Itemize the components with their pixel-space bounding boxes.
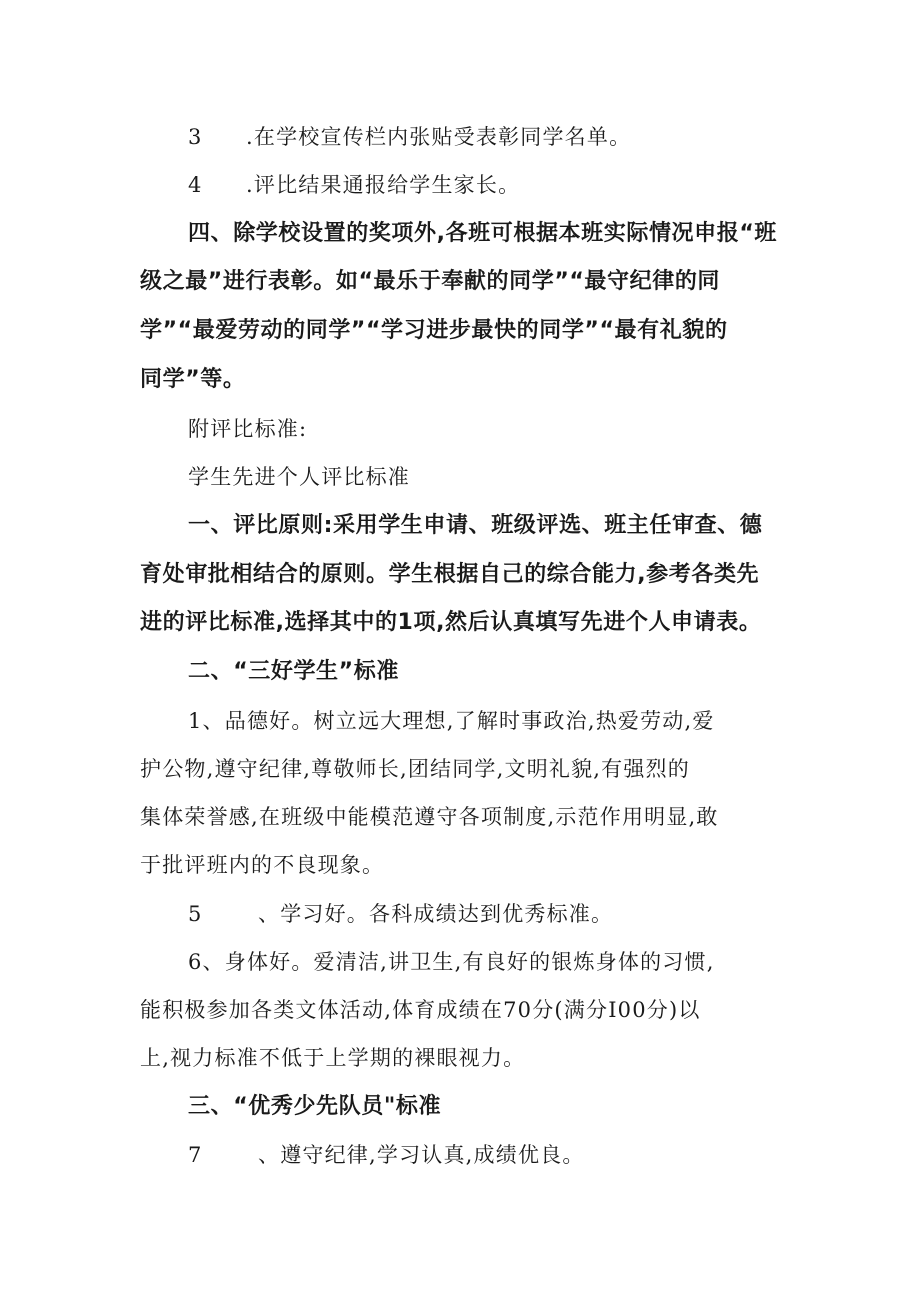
item-text: .评比结果通报给学生家长。 [246,173,521,197]
section-four-line-2: 级之最”进行表彰。如“最乐于奉献的同学”“最守纪律的同 [140,269,721,294]
appendix-label: 附评比标准: [188,417,308,441]
item-number: 3 [188,125,203,149]
section-four-line-3: 学”“最爱劳动的同学”“学习进步最快的同学”“最有礼貌的 [140,318,728,343]
health-line-2: 能积极参加各类文体活动,体育成绩在70分(满分I00分)以 [140,998,701,1022]
health-line-1: 6、身体好。爱清洁,讲卫生,有良好的银炼身体的习惯, [188,950,715,974]
morality-line-2: 护公物,遵守纪律,尊敬师长,团结同学,文明礼貌,有强烈的 [140,757,690,781]
item-5 [188,899,838,929]
heading-outstanding-pioneer: 三、“优秀少先队员"标准 [188,1094,442,1119]
standard-title: 学生先进个人评比标准 [188,465,410,489]
principle-line-3: 进的评比标准,选择其中的1项,然后认真填写先进个人申请表。 [140,610,762,635]
item-number: 7 [188,1143,203,1167]
morality-line-3: 集体荣誉感,在班级中能模范遵守各项制度,示范作用明显,敢 [140,805,719,829]
item-7 [188,1140,838,1170]
item-3 [188,122,838,152]
principle-line-2: 育处审批相结合的原则。学生根据自己的综合能力,参考各类先 [140,562,760,587]
item-number: 5 [188,902,203,926]
health-line-3: 上,视力标准不低于上学期的裸眼视力。 [140,1046,526,1070]
morality-line-4: 于批评班内的不良现象。 [140,853,385,877]
section-four-line-1: 四、除学校设置的奖项外,各班可根据本班实际情况申报“班 [188,221,778,246]
item-number: 4 [188,173,203,197]
heading-three-good-students: 二、“三好学生”标准 [188,659,399,684]
item-text: 、遵守纪律,学习认真,成绩优良。 [258,1143,585,1167]
item-text: .在学校宣传栏内张贴受表彰同学名单。 [246,125,632,149]
principle-line-1: 一、评比原则:采用学生申请、班级评选、班主任审查、德 [188,513,763,538]
item-4 [188,170,838,200]
section-four-line-4: 同学”等。 [140,367,246,392]
item-text: 、学习好。各科成绩达到优秀标准。 [258,902,614,926]
morality-line-1: 1、品德好。树立远大理想,了解时事政治,热爱劳动,爱 [188,709,715,733]
